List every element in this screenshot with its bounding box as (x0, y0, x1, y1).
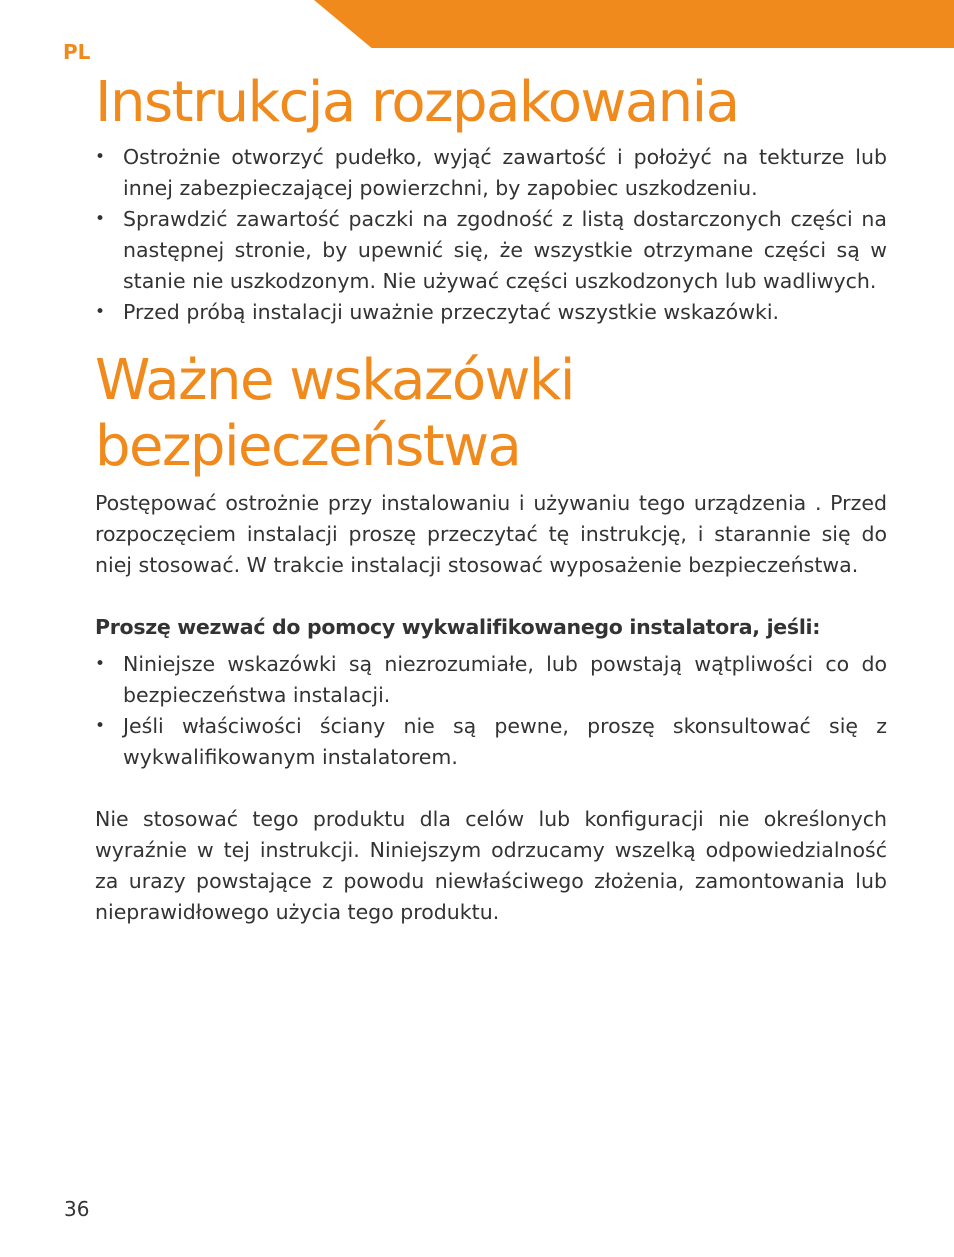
list-item: • Sprawdzić zawartość paczki na zgodność z listą dostarczonych części na następnej stronie, by upewnić się, że wszystkie otrzymane części są w stanie nie uszkodzonym. Nie używać części uszkodzonych lub wadliwych. (95, 204, 887, 297)
installer-lead: Proszę wezwać do pomocy wykwalifikowanego instalatora, jeśli: (95, 615, 821, 639)
language-label: PL (63, 40, 91, 64)
page-content (95, 70, 887, 928)
list-item: • Niniejsze wskazówki są niezrozumiałe, lub powstają wątpliwości co do bezpieczeństwa instalacji. (95, 649, 887, 711)
disclaimer-paragraph: Nie stosować tego produktu dla celów lub konfiguracji nie określonych wyraźnie w tej instrukcji. Niniejszym odrzucamy wszelką odpowiedzialność za urazy powstające z powodu niewłaściwego złożenia, zamontowania lub nieprawidłowego użycia tego produktu. (95, 807, 887, 924)
installer-list (95, 649, 887, 773)
unpacking-title: Instrukcja rozpakowania (95, 70, 739, 135)
page-number: 36 (64, 1197, 90, 1221)
safety-title (95, 348, 887, 480)
list-item: • Jeśli właściwości ściany nie są pewne, proszę skonsultować się z wykwalifikowanym instalatorem. (95, 711, 887, 773)
safety-title-line2: bezpieczeństwa (95, 414, 521, 479)
unpacking-list (95, 142, 887, 328)
safety-title-line1: Ważne wskazówki (95, 348, 574, 413)
safety-intro: Postępować ostrożnie przy instalowaniu i używaniu tego urządzenia . Przed rozpoczęciem instalacji proszę przeczytać tę instrukcję, i starannie się do niej stosować. W trakcie instalacji stosować wyposażenie bezpieczeństwa. (95, 491, 887, 577)
list-item: • Przed próbą instalacji uważnie przeczytać wszystkie wskazówki. (95, 297, 887, 328)
top-orange-tab (314, 0, 954, 48)
list-item: • Ostrożnie otworzyć pudełko, wyjąć zawartość i położyć na tekturze lub innej zabezpieczającej powierzchni, by zapobiec uszkodzeniu. (95, 142, 887, 204)
